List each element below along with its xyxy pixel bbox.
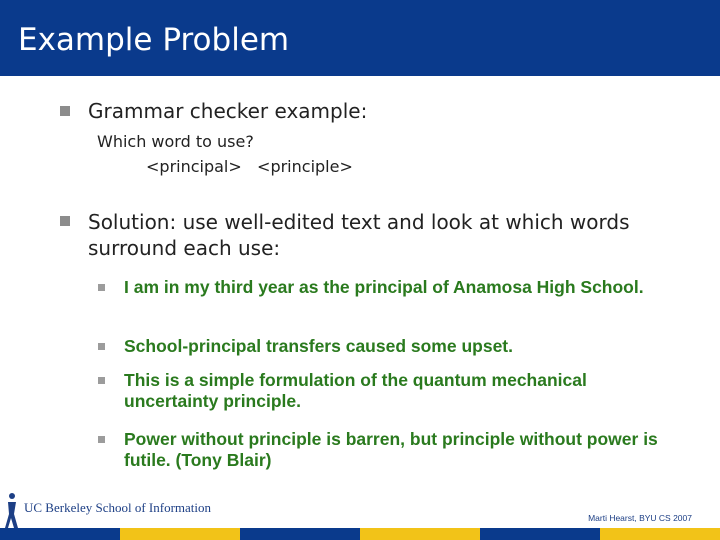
footer-stripe	[0, 528, 720, 540]
bullet-solution: Solution: use well-edited text and look at which words surround each use:	[88, 210, 630, 260]
example-sentence-3: This is a simple formulation of the quantum mechanical uncertainty principle.	[124, 370, 587, 411]
example-sentence-2: School-principal transfers caused some upset.	[124, 336, 513, 356]
berkeley-logo-icon	[4, 492, 20, 530]
bullet-grammar-checker: Grammar checker example:	[88, 99, 368, 123]
word-options: <principal> <principle>	[146, 157, 353, 176]
stripe-segment	[240, 528, 360, 540]
bullet-marker	[60, 106, 70, 116]
stripe-segment	[360, 528, 480, 540]
slide-title: Example Problem	[18, 22, 290, 58]
question-text: Which word to use?	[97, 132, 254, 151]
example-sentence-4: Power without principle is barren, but principle without power is futile. (Tony Blair)	[124, 429, 658, 470]
stripe-segment	[120, 528, 240, 540]
sub-bullet-marker	[98, 436, 105, 443]
sub-bullet-marker	[98, 284, 105, 291]
stripe-segment	[0, 528, 120, 540]
sub-bullet-marker	[98, 343, 105, 350]
stripe-segment	[600, 528, 720, 540]
bullet-marker	[60, 216, 70, 226]
credit-text: Marti Hearst, BYU CS 2007	[588, 513, 692, 523]
sub-bullet-marker	[98, 377, 105, 384]
example-sentence-1: I am in my third year as the principal of Anamosa High School.	[124, 277, 644, 297]
stripe-segment	[480, 528, 600, 540]
school-logo-text: UC Berkeley School of Information	[24, 500, 212, 515]
